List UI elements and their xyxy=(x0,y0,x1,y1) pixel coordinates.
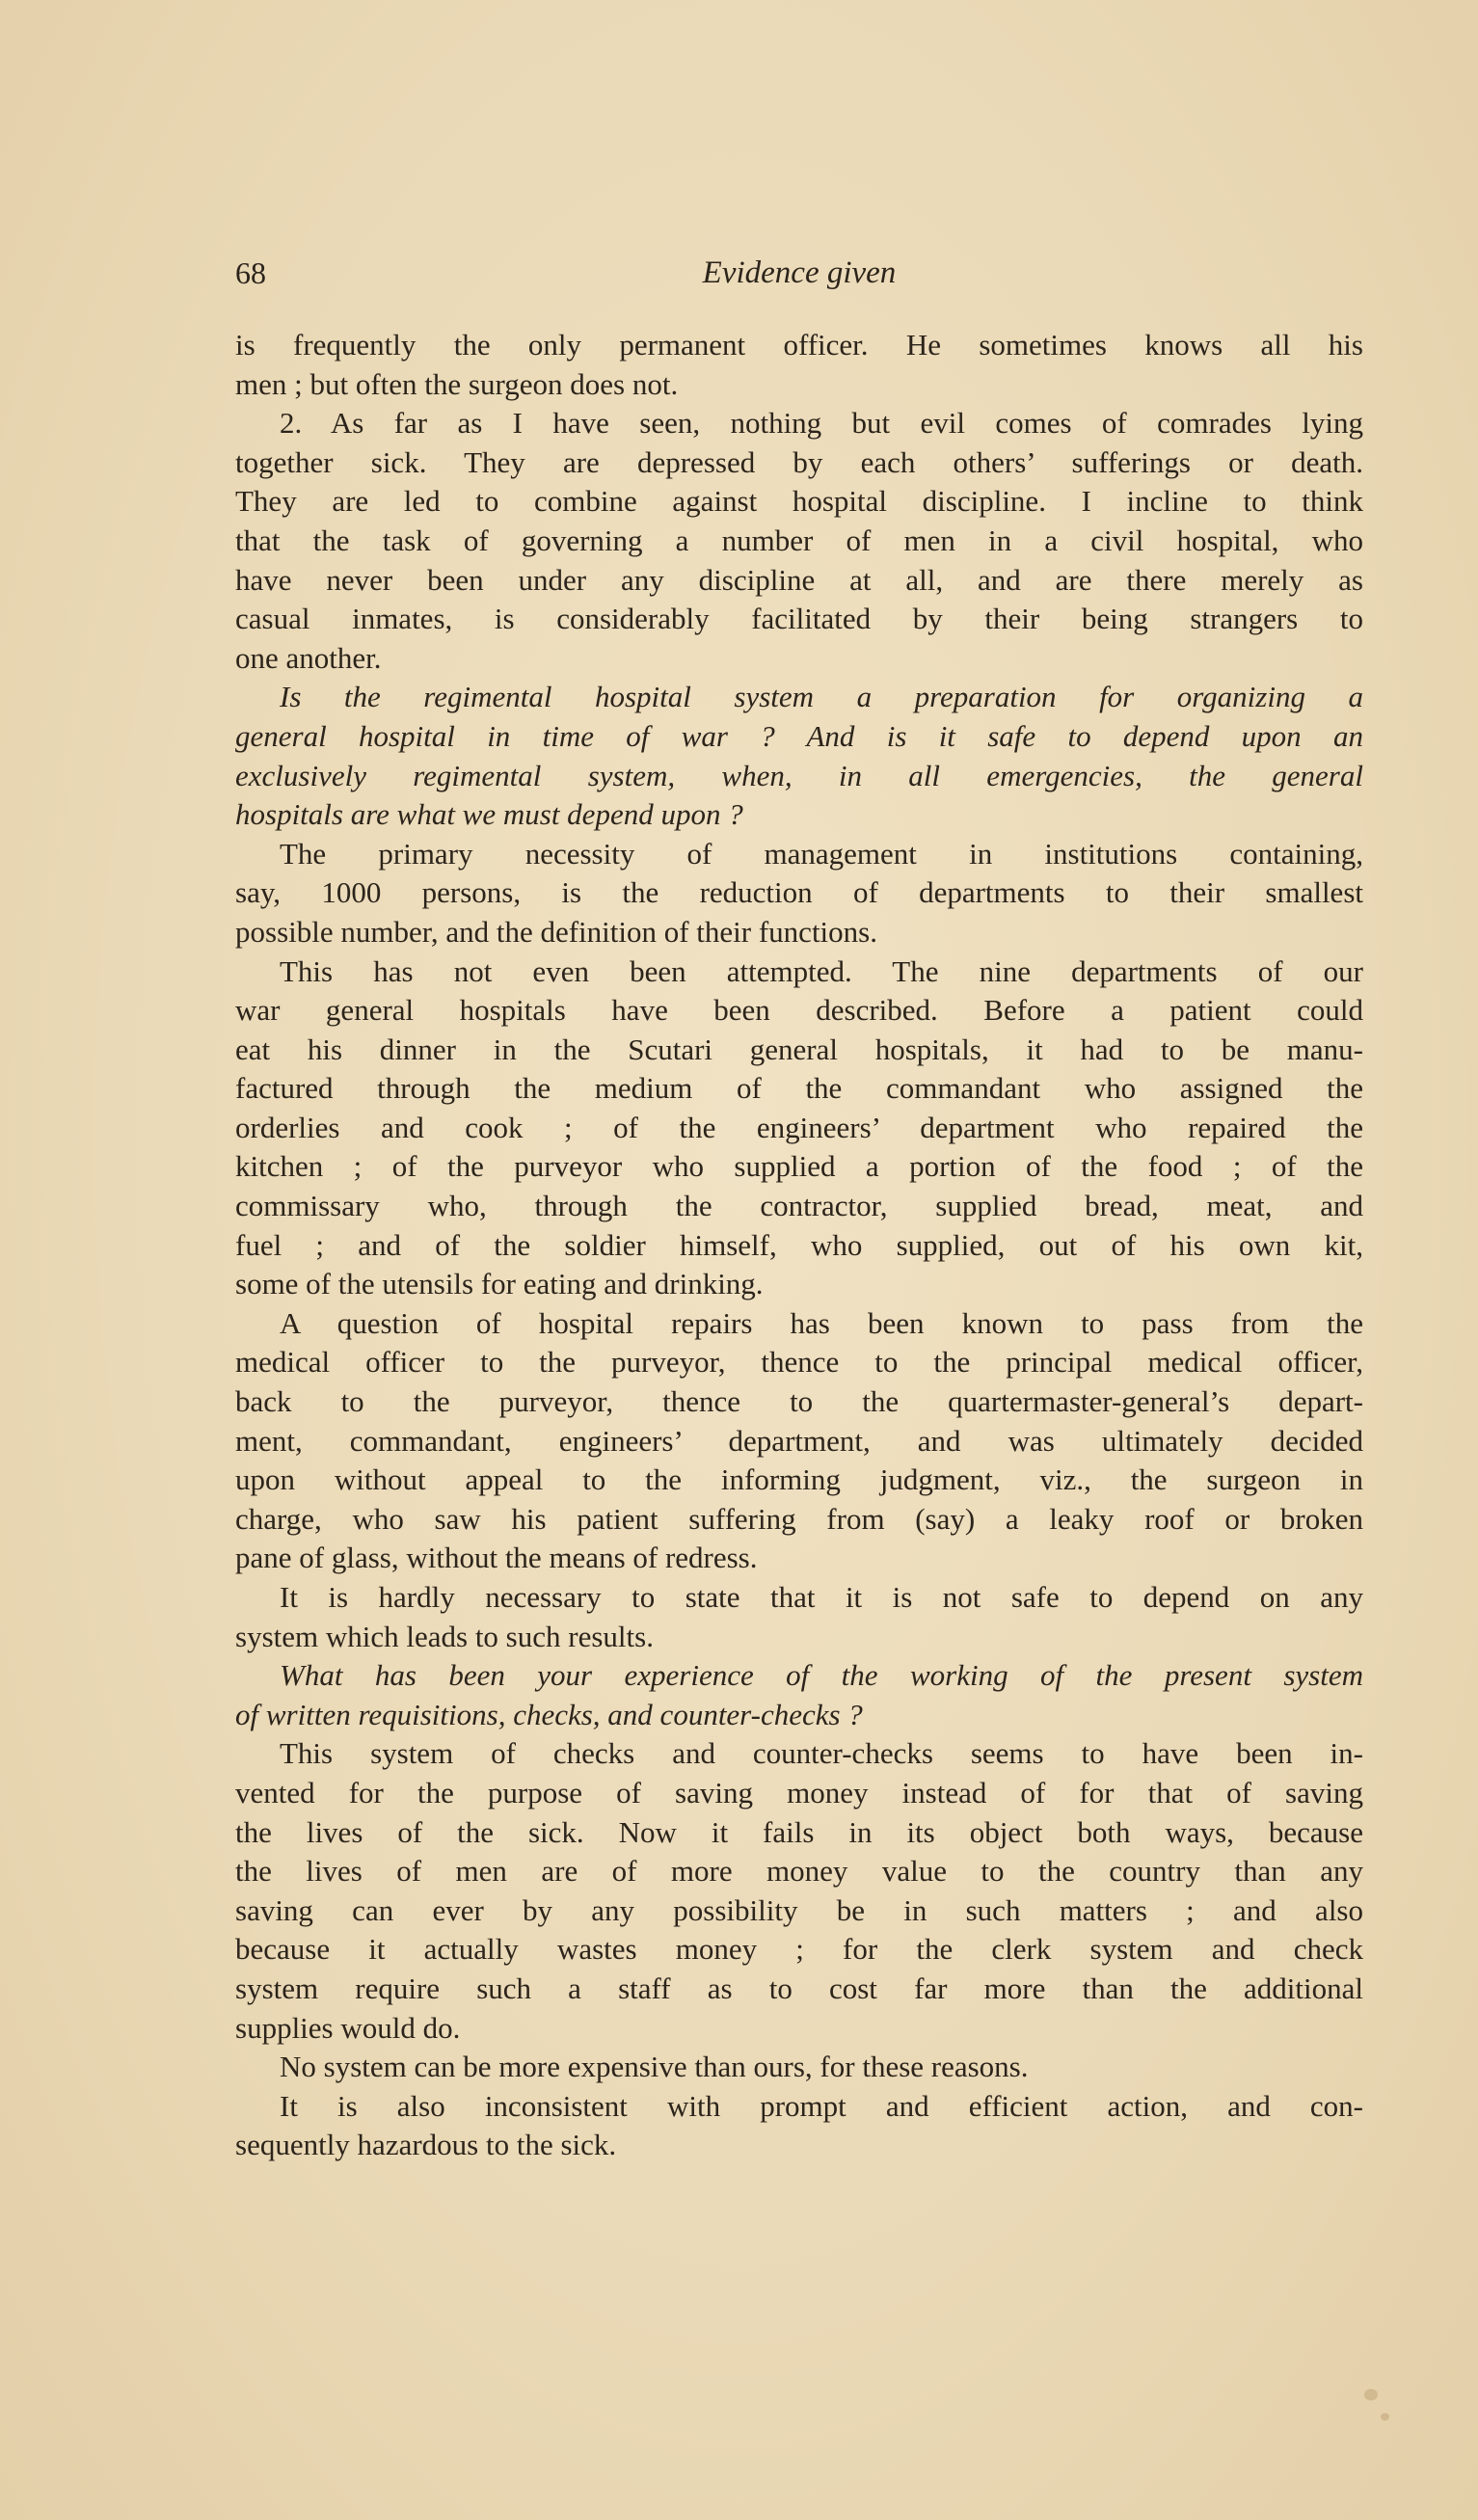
text-line: men ; but often the surgeon does not. xyxy=(235,366,679,401)
question-line: general hospital in time of war ? And is it safe to depend upon an xyxy=(235,718,1363,753)
text-line: A question of hospital repairs has been known to pass from the xyxy=(280,1305,1363,1340)
text-line: pane of glass, without the means of redress. xyxy=(235,1541,758,1575)
text-line: some of the utensils for eating and drinking. xyxy=(235,1267,764,1301)
text-line: eat his dinner in the Scutari general hospitals, it had to be manu- xyxy=(235,1032,1363,1066)
text-line: war general hospitals have been described. Before a patient could xyxy=(235,993,1363,1028)
text-line: supplies would do. xyxy=(235,2010,461,2045)
question-line: exclusively regimental system, when, in all emergencies, the general xyxy=(235,758,1363,792)
paper-stain xyxy=(1381,2413,1389,2421)
question-line: Is the regimental hospital system a preparation for organizing a xyxy=(280,680,1363,714)
question-line: of written requisitions, checks, and counter-checks ? xyxy=(235,1697,863,1731)
text-line: upon without appeal to the informing judgment, viz., the surgeon in xyxy=(235,1462,1363,1497)
paper-stain xyxy=(1364,2389,1378,2400)
text-line: No system can be more expensive than ours, for these reasons. xyxy=(280,2050,1029,2084)
text-line: vented for the purpose of saving money instead of for that of saving xyxy=(235,1775,1363,1810)
page-header xyxy=(235,249,1363,297)
text-line: This has not even been attempted. The nine departments of our xyxy=(280,953,1363,988)
text-line: commissary who, through the contractor, supplied bread, meat, and xyxy=(235,1189,1363,1223)
text-line: together sick. They are depressed by each others’ sufferings or death. xyxy=(235,444,1363,479)
text-line: casual inmates, is considerably facilitated by their being strangers to xyxy=(235,602,1363,636)
text-line: The primary necessity of management in institutions containing, xyxy=(280,836,1363,871)
text-line: sequently hazardous to the sick. xyxy=(235,2128,617,2162)
text-line: system which leads to such results. xyxy=(235,1619,654,1653)
text-line: say, 1000 persons, is the reduction of departments to their smallest xyxy=(235,875,1363,910)
text-line: back to the purveyor, thence to the quartermaster-general’s depart- xyxy=(235,1384,1363,1419)
page-number: 68 xyxy=(235,255,266,290)
text-line: have never been under any discipline at all, and are there merely as xyxy=(235,562,1363,597)
text-line: the lives of men are of more money value to the country than any xyxy=(235,1854,1363,1889)
text-line: system require such a staff as to cost far more than the additional xyxy=(235,1970,1363,2005)
text-line: possible number, and the definition of their functions. xyxy=(235,914,877,949)
text-line: It is also inconsistent with prompt and efficient action, and con- xyxy=(280,2088,1363,2123)
text-line: medical officer to the purveyor, thence to the principal medical officer, xyxy=(235,1345,1363,1380)
text-line: kitchen ; of the purveyor who supplied a portion of the food ; of the xyxy=(235,1149,1363,1184)
text-line: orderlies and cook ; of the engineers’ department who repaired the xyxy=(235,1110,1363,1144)
question-line: What has been your experience of the working of the present system xyxy=(280,1658,1363,1693)
text-line: 2. As far as I have seen, nothing but evil comes of comrades lying xyxy=(280,406,1363,441)
text-line: the lives of the sick. Now it fails in its object both ways, because xyxy=(235,1814,1363,1849)
running-head: Evidence given xyxy=(702,255,897,290)
body-text xyxy=(235,326,1363,2165)
text-line: that the task of governing a number of men in a civil hospital, who xyxy=(235,523,1363,557)
text-line: They are led to combine against hospital discipline. I incline to think xyxy=(235,484,1363,519)
text-line: It is hardly necessary to state that it is not safe to depend on any xyxy=(280,1580,1363,1614)
text-line: saving can ever by any possibility be in such matters ; and also xyxy=(235,1892,1363,1927)
text-line: one another. xyxy=(235,640,382,675)
question-line: hospitals are what we must depend upon ? xyxy=(235,797,743,832)
text-line: charge, who saw his patient suffering from (say) a leaky roof or broken xyxy=(235,1501,1363,1536)
text-line: is frequently the only permanent officer. He sometimes knows all his xyxy=(235,328,1363,362)
text-line: This system of checks and counter-checks seems to have been in- xyxy=(280,1736,1363,1771)
text-line: because it actually wastes money ; for the clerk system and check xyxy=(235,1932,1363,1967)
text-line: ment, commandant, engineers’ department, and was ultimately decided xyxy=(235,1423,1363,1458)
text-line: factured through the medium of the commandant who assigned the xyxy=(235,1071,1363,1106)
text-line: fuel ; and of the soldier himself, who supplied, out of his own kit, xyxy=(235,1227,1363,1262)
